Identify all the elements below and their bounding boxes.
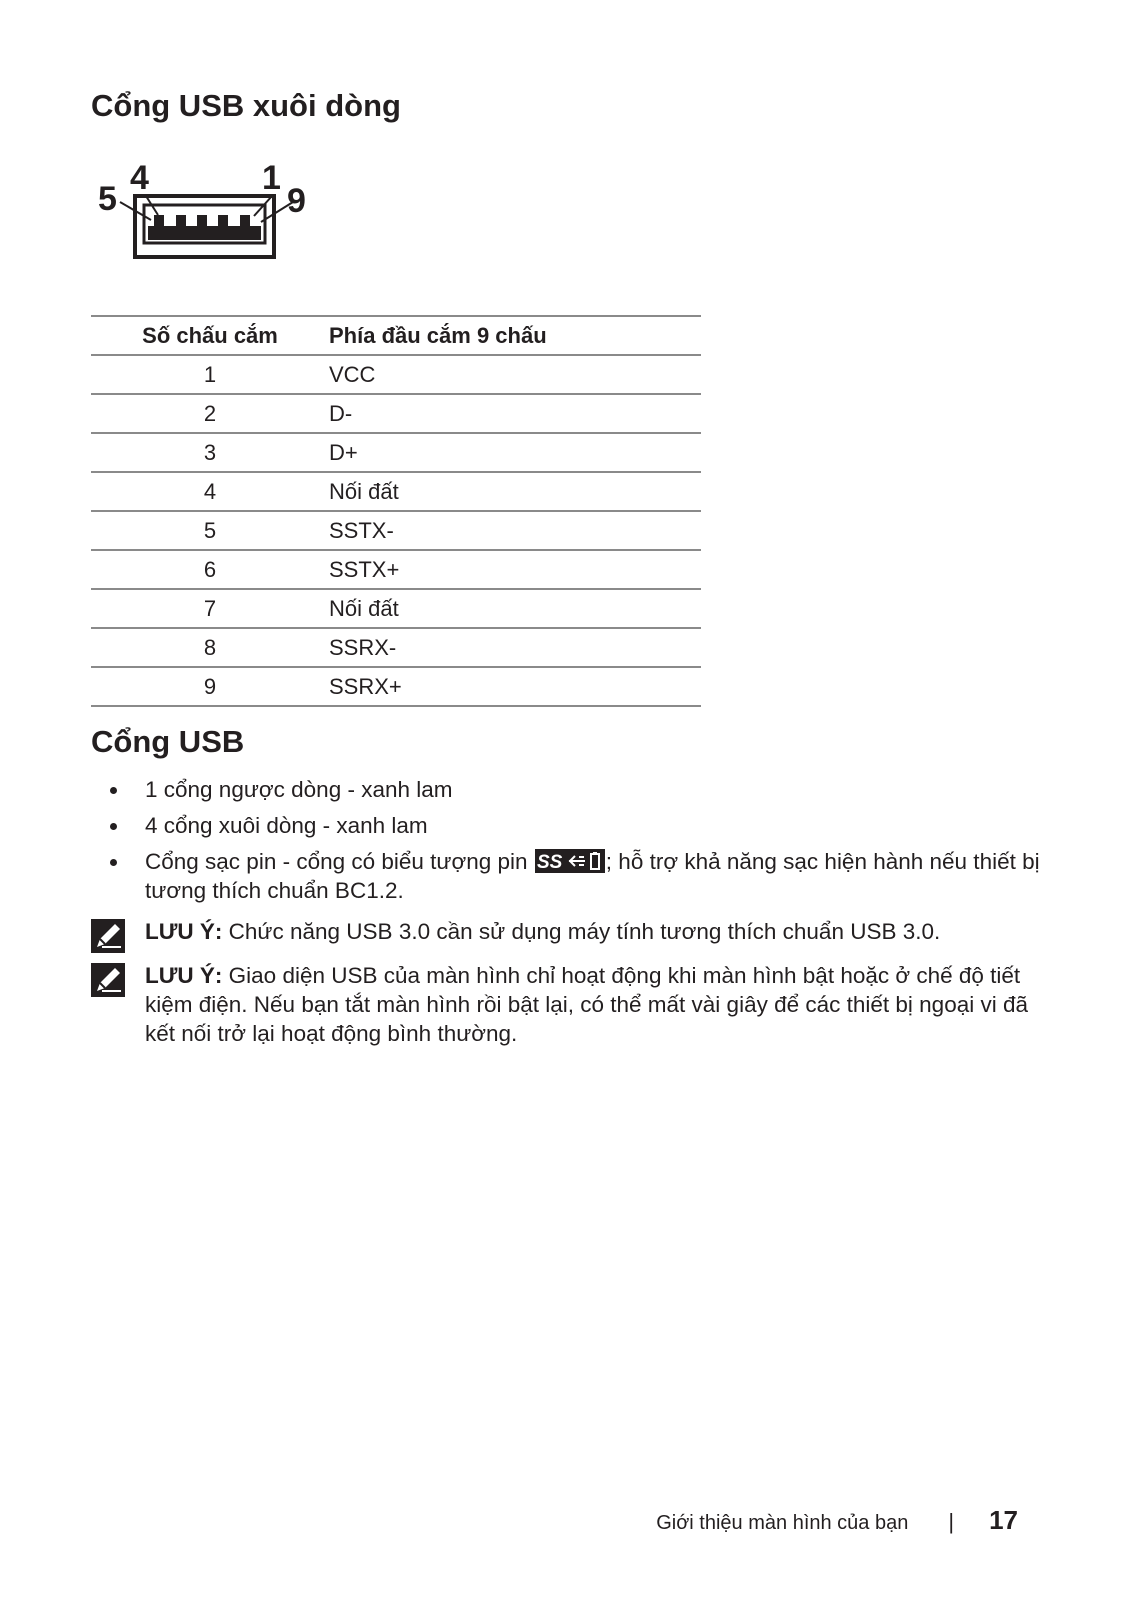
usb-connector-pinout-diagram (96, 158, 321, 268)
footer-separator: | (948, 1509, 955, 1534)
pin-label-1: 1 (262, 159, 281, 197)
list-item-text: ; hỗ trợ khả năng sạc hiện hành nếu thiết bị tương thích chuẩn BC1.2. (145, 849, 1040, 903)
table-row (91, 511, 701, 550)
svg-text:SS: SS (536, 852, 563, 873)
note-label: LƯU Ý: (145, 963, 223, 988)
signal-cell: D- (329, 394, 701, 433)
list-item-text: Cổng sạc pin - cổng có biểu tượng pin (145, 849, 534, 874)
header-signal: Phía đầu cắm 9 chấu (329, 316, 701, 355)
table-row (91, 394, 701, 433)
footer-section-title: Giới thiệu màn hình của bạn (656, 1512, 909, 1534)
bullet-icon (110, 787, 117, 794)
note-usb-power-state (91, 961, 1051, 1048)
list-item (91, 811, 1051, 840)
note-label: LƯU Ý: (145, 919, 223, 944)
pin-number-cell: 9 (91, 667, 329, 706)
table-header-row (91, 316, 701, 355)
table-row (91, 433, 701, 472)
section-title-usb-ports: Cổng USB (91, 724, 245, 759)
signal-cell: VCC (329, 355, 701, 394)
pin-label-4: 4 (130, 159, 149, 197)
signal-cell: Nối đất (329, 472, 701, 511)
page-footer (656, 1505, 1018, 1536)
table-row (91, 667, 701, 706)
pin-label-9: 9 (287, 182, 306, 220)
pin-assignment-table (91, 315, 701, 707)
usb-contacts (154, 215, 250, 227)
page-number: 17 (989, 1505, 1018, 1535)
signal-cell: SSRX- (329, 628, 701, 667)
signal-cell: SSRX+ (329, 667, 701, 706)
list-item-text: 4 cổng xuôi dòng - xanh lam (145, 813, 428, 838)
pin-number-cell: 3 (91, 433, 329, 472)
note-text: Chức năng USB 3.0 cần sử dụng máy tính tương thích chuẩn USB 3.0. (222, 919, 941, 944)
pin-number-cell: 4 (91, 472, 329, 511)
table-row (91, 589, 701, 628)
table-row (91, 472, 701, 511)
note-text: Giao diện USB của màn hình chỉ hoạt động khi màn hình bật hoặc ở chế độ tiết kiệm điện. Nếu bạn tắt màn hình rồi bật lại, có thể mất vài giây để các thiết bị ngoại vi đã kết nối trở lại hoạt động bình thường. (145, 963, 1029, 1046)
note-pencil-icon (91, 963, 125, 997)
ss-battery-charging-icon (535, 849, 605, 873)
list-item (91, 775, 1051, 804)
pin-number-cell: 2 (91, 394, 329, 433)
header-pin-number: Số chấu cắm (91, 316, 329, 355)
signal-cell: Nối đất (329, 589, 701, 628)
pin-number-cell: 6 (91, 550, 329, 589)
note-pencil-icon (91, 919, 125, 953)
section-title-downstream-usb: Cổng USB xuôi dòng (91, 88, 401, 123)
list-item-text: 1 cổng ngược dòng - xanh lam (145, 777, 453, 802)
list-item (91, 847, 1051, 905)
pin-number-cell: 7 (91, 589, 329, 628)
signal-cell: D+ (329, 433, 701, 472)
signal-cell: SSTX+ (329, 550, 701, 589)
table-row (91, 550, 701, 589)
pin-number-cell: 5 (91, 511, 329, 550)
usb-port-list (91, 775, 1051, 912)
signal-cell: SSTX- (329, 511, 701, 550)
pin-number-cell: 8 (91, 628, 329, 667)
pin-number-cell: 1 (91, 355, 329, 394)
bullet-icon (110, 823, 117, 830)
table-row (91, 628, 701, 667)
pin-label-5: 5 (98, 180, 117, 218)
note-usb30 (91, 917, 1051, 946)
table-row (91, 355, 701, 394)
bullet-icon (110, 859, 117, 866)
